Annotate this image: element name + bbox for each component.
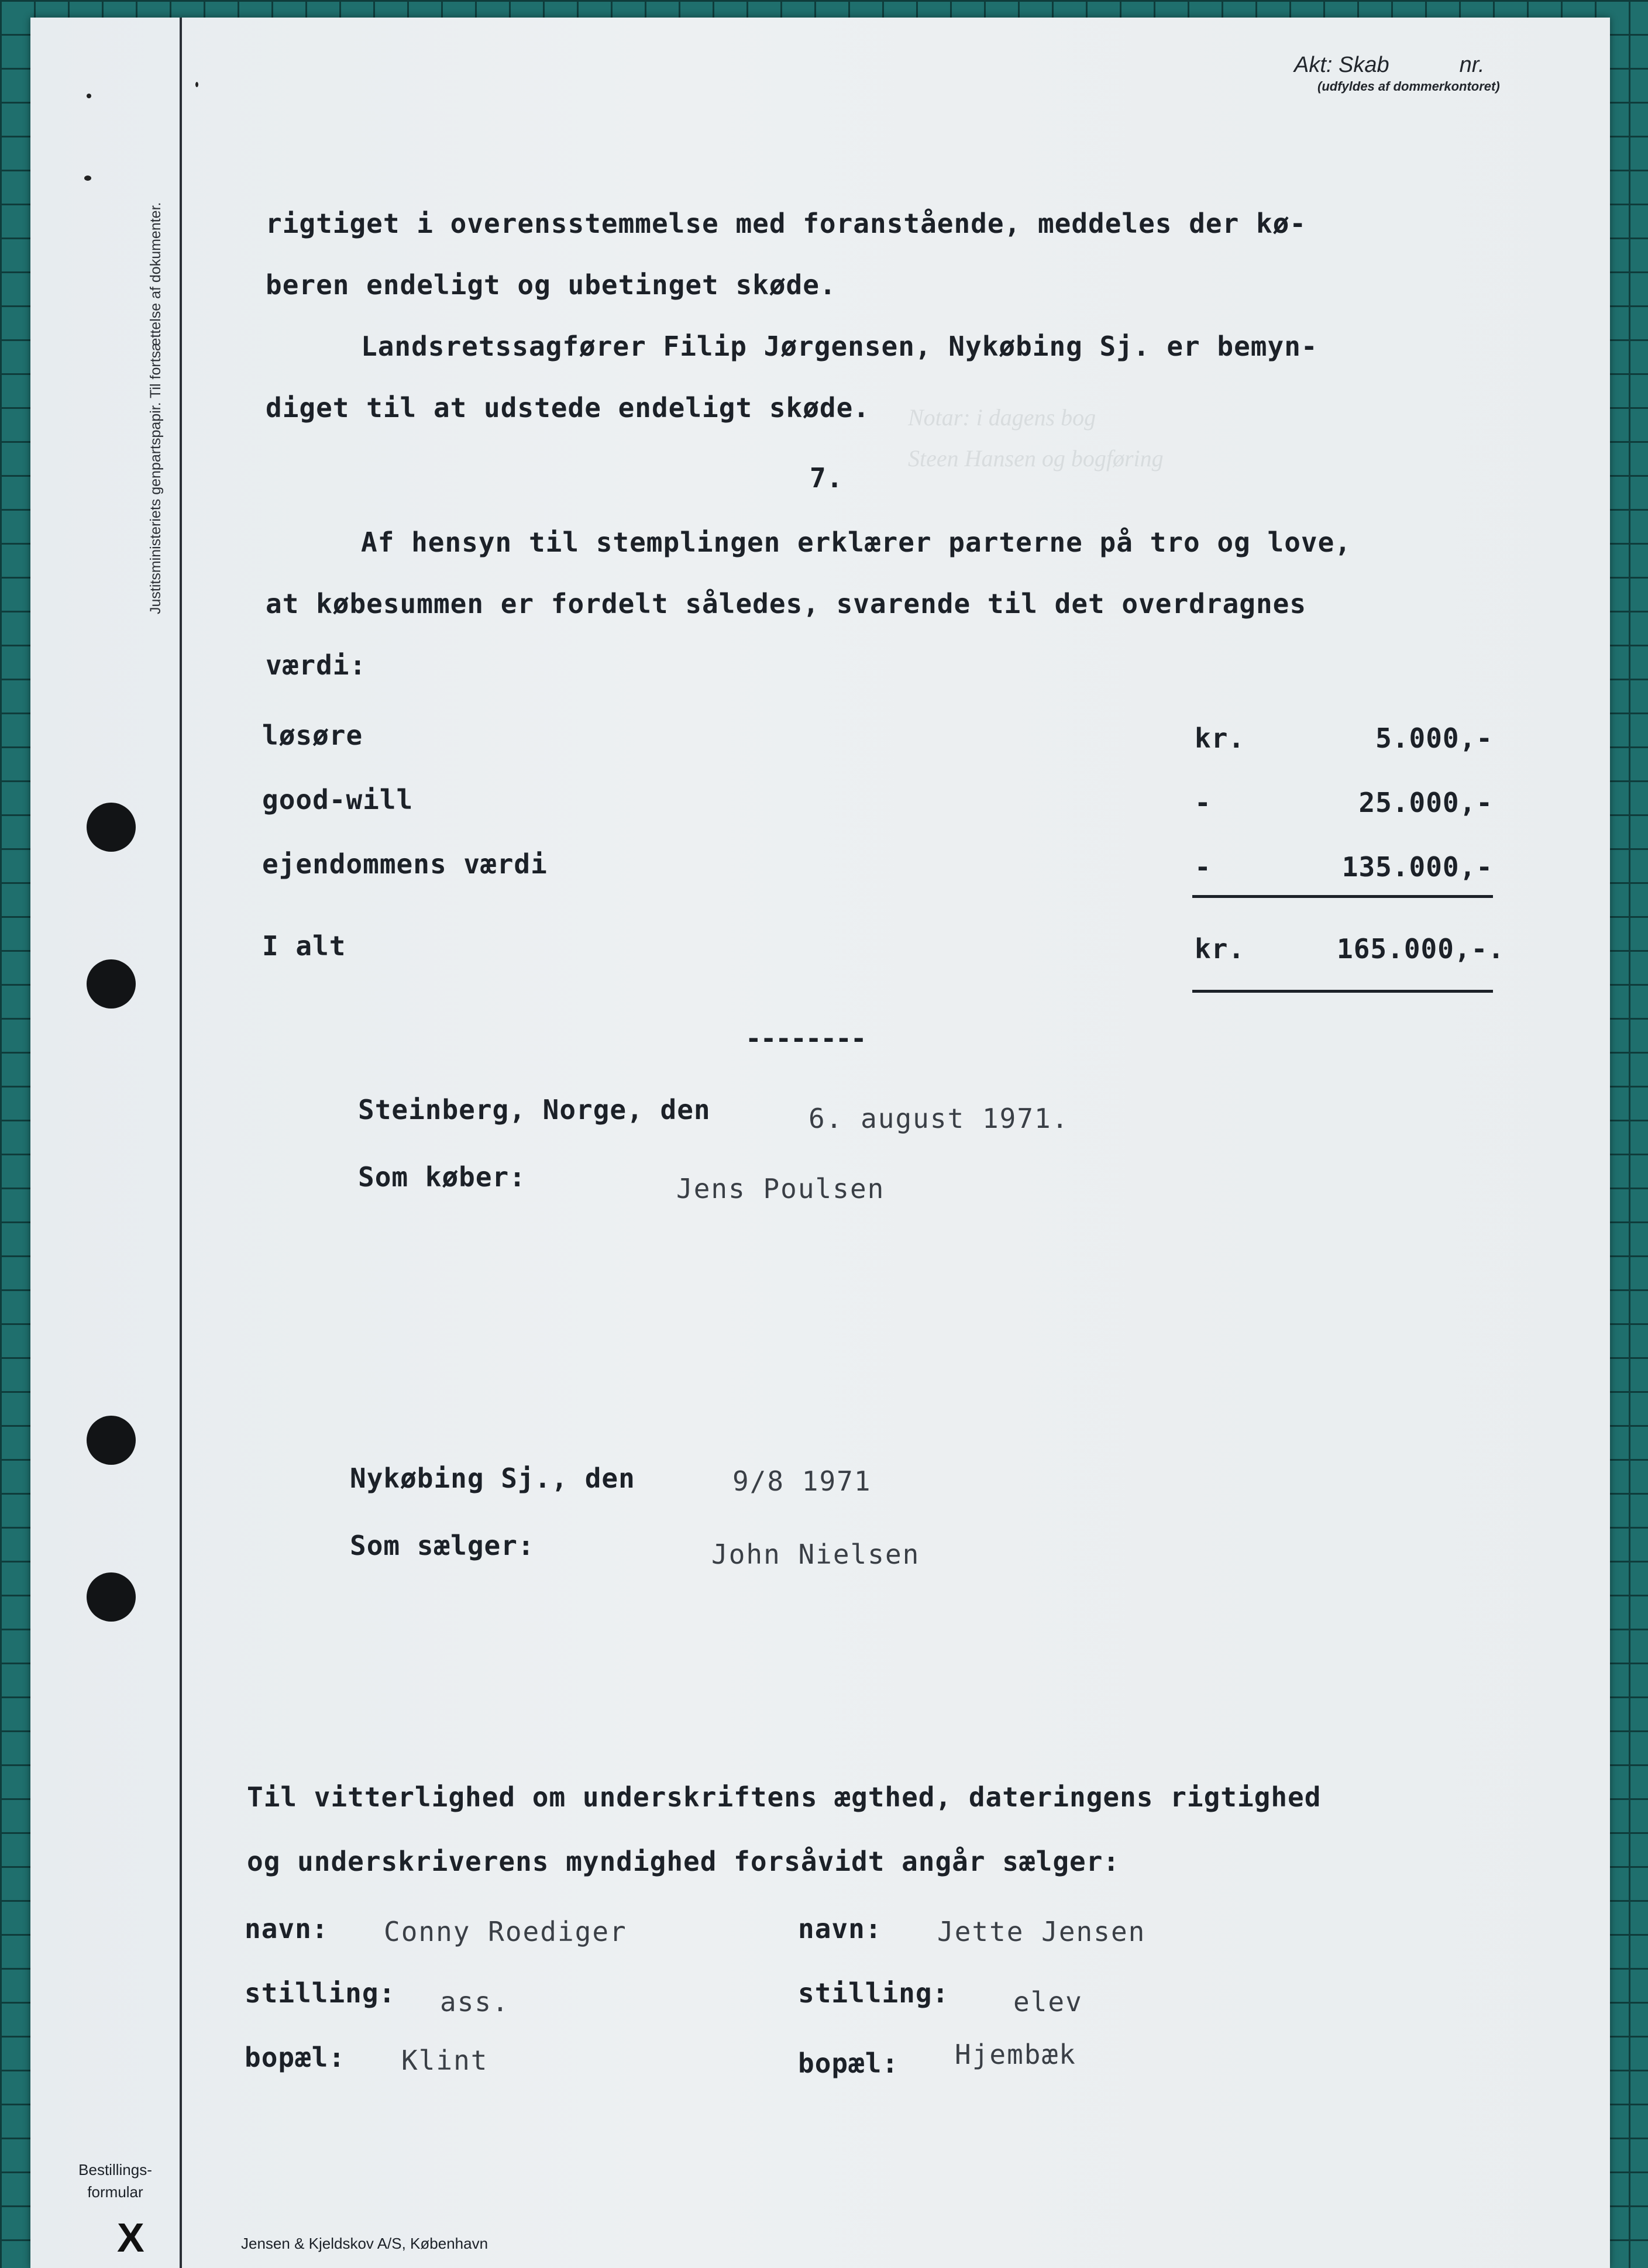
price-label: ejendommens værdi — [262, 848, 548, 880]
witness1-residence: Klint — [401, 2045, 488, 2076]
archive-reference — [1294, 53, 1500, 94]
akt-label: Akt: Skab — [1294, 53, 1389, 77]
punch-hole — [87, 803, 136, 852]
section-line: værdi: — [266, 649, 367, 681]
subtotal-rule — [1192, 895, 1493, 898]
seller-name: John Nielsen — [711, 1539, 920, 1570]
section-line: Af hensyn til stemplingen erklærer parterne på tro og love, — [361, 526, 1351, 558]
witness1-name-label: navn: — [245, 1913, 329, 1945]
witness2-position-label: stilling: — [798, 1977, 949, 2009]
price-amount: 25.000,- — [1358, 787, 1493, 818]
witness2-position: elev — [1013, 1986, 1083, 2018]
witness2-residence-label: bopæl: — [798, 2047, 899, 2079]
witness-intro: og underskriverens myndighed forsåvidt angår sælger: — [247, 1846, 1120, 1877]
form-label-line: Bestillings- — [78, 2161, 152, 2178]
margin-line — [180, 18, 182, 2268]
form-label — [54, 2159, 177, 2203]
body-line: Landsretssagfører Filip Jørgensen, Nykøbing Sj. er bemyn- — [361, 331, 1318, 362]
total-amount: 165.000,-. — [1337, 933, 1505, 965]
total-prefix: kr. — [1195, 933, 1246, 965]
price-label: good-will — [262, 784, 414, 815]
witness2-name-label: navn: — [798, 1913, 882, 1945]
form-label-line: formular — [87, 2183, 143, 2201]
price-amount: 5.000,- — [1375, 722, 1493, 754]
price-label: løsøre — [262, 720, 363, 751]
price-prefix: - — [1195, 787, 1212, 818]
witness2-name: Jette Jensen — [937, 1916, 1146, 1947]
body-line: rigtiget i overensstemmelse med foranstående, meddeles der kø- — [266, 208, 1307, 239]
section-number: 7. — [810, 462, 844, 494]
price-amount: 135.000,- — [1341, 851, 1493, 883]
bleed-through: Notar: i dagens bog — [908, 404, 1096, 431]
speck — [195, 82, 198, 87]
side-note: Justitsministeriets genpartspapir. Til fortsættelse af dokumenter. — [147, 202, 164, 614]
buyer-place: Steinberg, Norge, den — [358, 1094, 711, 1126]
buyer-date: 6. august 1971. — [808, 1103, 1069, 1134]
witness-intro: Til vitterlighed om underskriftens ægthed, dateringens rigtighed — [247, 1781, 1322, 1813]
price-prefix: - — [1195, 851, 1212, 883]
seller-place: Nykøbing Sj., den — [350, 1462, 635, 1494]
punch-hole — [87, 1416, 136, 1465]
witness1-position-label: stilling: — [245, 1977, 396, 2009]
witness1-name: Conny Roediger — [384, 1916, 627, 1947]
witness1-residence-label: bopæl: — [245, 2042, 346, 2073]
buyer-name: Jens Poulsen — [676, 1173, 885, 1204]
total-rule — [1192, 990, 1493, 993]
witness2-residence: Hjembæk — [955, 2039, 1076, 2070]
speck — [84, 175, 91, 181]
form-mark: X — [117, 2215, 144, 2260]
punch-hole — [87, 1572, 136, 1622]
akt-note: (udfyldes af dommerkontoret) — [1317, 79, 1500, 94]
publisher: Jensen & Kjeldskov A/S, København — [241, 2235, 488, 2252]
witness1-position: ass. — [440, 1986, 510, 2018]
price-prefix: kr. — [1195, 722, 1246, 754]
bleed-through: Steen Hansen og bogføring — [908, 445, 1164, 472]
section-line: at købesummen er fordelt således, svarende til det overdragnes — [266, 588, 1307, 620]
separator: -------- — [745, 1023, 866, 1054]
total-label: I alt — [262, 930, 346, 962]
speck — [87, 94, 91, 98]
document-page — [30, 18, 1610, 2268]
punch-hole — [87, 959, 136, 1009]
nr-label: nr. — [1459, 53, 1485, 77]
seller-role: Som sælger: — [350, 1530, 535, 1561]
body-line: diget til at udstede endeligt skøde. — [266, 392, 870, 424]
buyer-role: Som køber: — [358, 1161, 526, 1193]
body-line: beren endeligt og ubetinget skøde. — [266, 269, 837, 301]
seller-date: 9/8 1971 — [732, 1465, 872, 1497]
